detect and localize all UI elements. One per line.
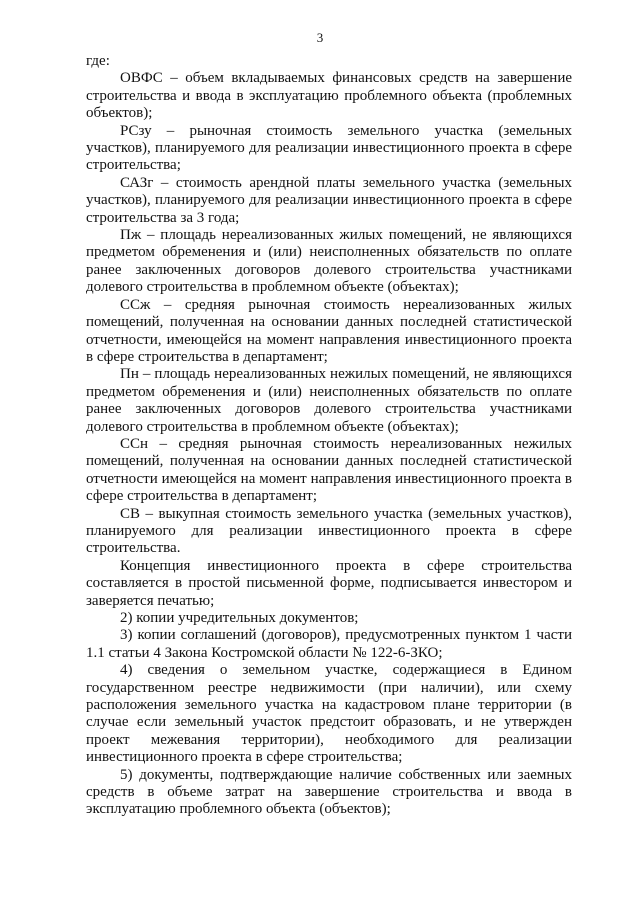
page-number: 3: [316, 30, 324, 45]
definition-ovfs: ОВФС – объем вкладываемых финансовых средств на завершение строительства и ввода в эксплуатацию проблемного объекта (проблемных объектов);: [86, 70, 572, 122]
definition-sv: СВ – выкупная стоимость земельного участка (земельных участков), планируемого для реализации инвестиционного проекта в сфере строительства.: [86, 505, 572, 557]
definition-pzh: Пж – площадь нереализованных жилых помещений, не являющихся предметом обременения и (или) неисполненных обязательств по оплате ранее заключенных договоров долевого строительства участниками долевого строительства в проблемном объекте (объектах);: [86, 227, 572, 296]
list-item-4: 4) сведения о земельном участке, содержащиеся в Едином государственном реестре недвижимости (при наличии), или схему расположения земельного участка на кадастровом плане территории (в случае если земельный участок предстоит образовать, и не утвержден проект межевания территории), необходимого для реализации инвестиционного проекта в сфере строительства;: [86, 662, 572, 766]
list-item-2: 2) копии учредительных документов;: [120, 610, 359, 626]
definition-sszh: ССж – средняя рыночная стоимость нереализованных жилых помещений, полученная на основании данных последней статистической отчетности, имеющейся на момент направления инвестиционного проекта в сфере строительства в департамент;: [86, 296, 572, 365]
definition-ssn: ССн – средняя рыночная стоимость нереализованных нежилых помещений, полученная на основании данных последней статистической отчетности имеющейся на момент направления инвестиционного проекта в сфере строительства в департамент;: [86, 435, 572, 505]
document-body: [86, 53, 572, 819]
definition-rszu: РСзу – рыночная стоимость земельного участка (земельных участков), планируемого для реализации инвестиционного проекта в сфере строительства;: [86, 122, 572, 174]
definition-sazg: САЗг – стоимость арендной платы земельного участка (земельных участков), планируемого для реализации инвестиционного проекта в сфере строительства за 3 года;: [86, 174, 572, 226]
list-item-5: 5) документы, подтверждающие наличие собственных или заемных средств в объеме затрат на завершение строительства и ввода в эксплуатацию проблемного объекта (объектов);: [86, 766, 572, 818]
intro-text: где:: [86, 53, 110, 69]
concept-paragraph: Концепция инвестиционного проекта в сфере строительства составляется в простой письменной форме, подписывается инвестором и заверяется печатью;: [86, 557, 572, 609]
definition-pn: Пн – площадь нереализованных нежилых помещений, не являющихся предметом обременения и (или) неисполненных обязательств по оплате ранее заключенных договоров долевого строительства участниками долевого строительства в проблемном объекте (объектах);: [86, 366, 572, 435]
list-item-3: 3) копии соглашений (договоров), предусмотренных пунктом 1 части 1.1 статьи 4 Закона Костромской области № 122-6-ЗКО;: [86, 627, 572, 661]
